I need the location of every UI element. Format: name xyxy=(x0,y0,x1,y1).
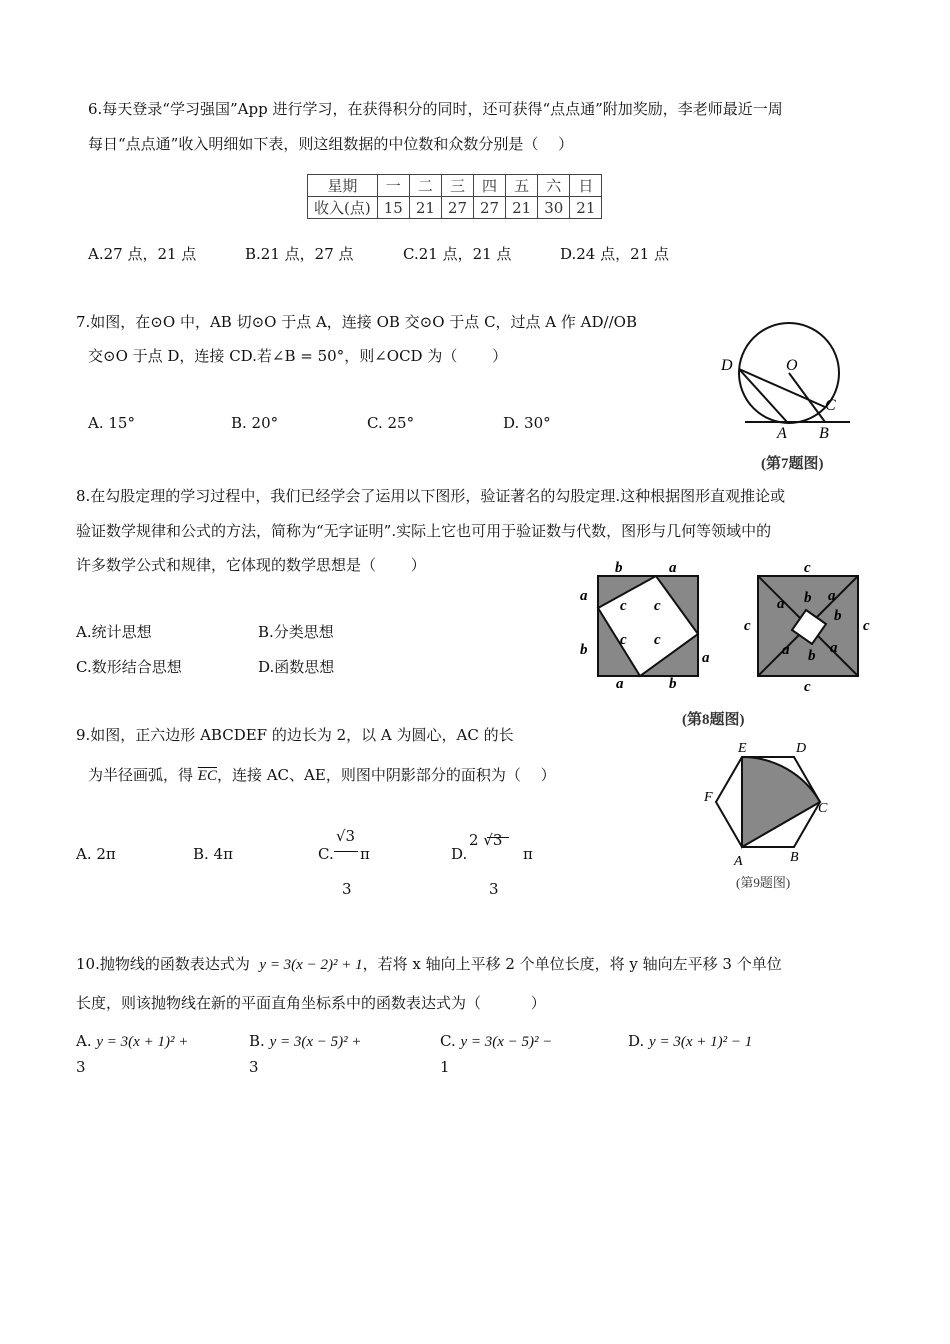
table-header-income: 收入(点) xyxy=(308,197,378,219)
q9-figure xyxy=(700,737,840,893)
q9-line-1: 9.如图，正六边形 ABCDEF 的边长为 2，以 A 为圆心，AC 的长 xyxy=(76,726,514,744)
option-c-denominator: 3 xyxy=(342,880,352,898)
q7-option-c[interactable]: C. 25° xyxy=(367,414,415,432)
q10-option-d[interactable] xyxy=(628,1032,752,1051)
q10-line-1-post: ，若将 x 轴向上平移 2 个单位长度，将 y 轴向左平移 3 个单位 xyxy=(362,955,782,973)
q8-line-1: 8.在勾股定理的学习过程中，我们已经学会了运用以下图形，验证著名的勾股定理.这种根据图形直观推论或 xyxy=(76,487,786,505)
label-C: C xyxy=(818,801,828,816)
table-cell: 27 xyxy=(474,197,506,219)
table-cell: 二 xyxy=(409,175,441,197)
q9-line-2-post: ，连接 AC、AE，则图中阴影部分的面积为（ ） xyxy=(216,766,556,784)
label-a: a xyxy=(777,596,785,612)
q6-option-c[interactable]: C.21 点，21 点 xyxy=(403,245,512,263)
label-b: b xyxy=(834,608,842,624)
option-label: D. xyxy=(628,1032,645,1050)
option-label: A. xyxy=(76,1032,92,1050)
option-c-prefix: C. xyxy=(318,845,334,863)
q10-option-c[interactable] xyxy=(440,1032,552,1051)
q8-option-b[interactable]: B.分类思想 xyxy=(258,623,334,641)
label-b: b xyxy=(804,590,812,606)
q7-option-d[interactable]: D. 30° xyxy=(503,414,551,432)
q7-line-1: 7.如图，在⊙O 中，AB 切⊙O 于点 A，连接 OB 交⊙O 于点 C，过点 A 作 AD//OB xyxy=(76,313,637,331)
q8-caption: (第8题图) xyxy=(682,712,745,728)
q6-line-2: 每日“点点通”收入明细如下表，则这组数据的中位数和众数分别是（ ） xyxy=(88,135,574,153)
q10-line-1-pre: 10.抛物线的函数表达式为 xyxy=(76,955,250,973)
table-row xyxy=(308,197,602,219)
label-c: c xyxy=(863,618,870,634)
q8-option-d[interactable]: D.函数思想 xyxy=(258,658,335,676)
label-a: a xyxy=(830,640,838,656)
label-c: c xyxy=(620,632,627,648)
label-B: B xyxy=(819,425,829,442)
option-d-denominator: 3 xyxy=(489,880,499,898)
fraction-bar xyxy=(334,851,358,852)
label-c: c xyxy=(804,679,811,695)
table-cell: 21 xyxy=(409,197,441,219)
q6-option-a[interactable]: A.27 点，21 点 xyxy=(88,245,197,263)
table-cell: 五 xyxy=(506,175,538,197)
label-O: O xyxy=(786,357,798,374)
label-a: a xyxy=(669,560,677,576)
label-b: b xyxy=(669,676,677,692)
table-cell: 六 xyxy=(538,175,570,197)
label-E: E xyxy=(738,741,747,756)
table-cell: 15 xyxy=(377,197,409,219)
q9-option-b[interactable]: B. 4π xyxy=(193,845,233,863)
q7-option-b[interactable]: B. 20° xyxy=(231,414,279,432)
label-c: c xyxy=(654,598,661,614)
label-c: c xyxy=(654,632,661,648)
q10-option-b-wrap: 3 xyxy=(249,1058,259,1076)
label-b: b xyxy=(580,642,588,658)
q9-caption: (第9题图) xyxy=(736,875,791,890)
option-formula: y = 3(x − 5)² − xyxy=(460,1034,553,1050)
q8-option-c[interactable]: C.数形结合思想 xyxy=(76,658,182,676)
label-c: c xyxy=(804,560,811,576)
label-c: c xyxy=(744,618,751,634)
label-C: C xyxy=(825,397,836,414)
label-a: a xyxy=(616,676,624,692)
option-d-suffix: π xyxy=(523,845,533,863)
q7-option-a[interactable]: A. 15° xyxy=(88,414,135,432)
label-D: D xyxy=(721,357,733,374)
table-cell: 日 xyxy=(570,175,602,197)
label-c: c xyxy=(620,598,627,614)
label-a: a xyxy=(702,650,710,666)
table-cell: 四 xyxy=(474,175,506,197)
q10-option-c-wrap: 1 xyxy=(440,1058,450,1076)
q8-figure xyxy=(572,558,882,734)
table-cell: 21 xyxy=(570,197,602,219)
arc-ec-label: $\overline{EC}$ xyxy=(197,768,217,784)
label-a: a xyxy=(828,588,836,604)
q10-option-b[interactable] xyxy=(249,1032,362,1051)
table-cell: 27 xyxy=(441,197,473,219)
income-table xyxy=(307,174,602,219)
q9-line-2 xyxy=(88,764,556,785)
q9-option-a[interactable]: A. 2π xyxy=(76,845,116,863)
q8-line-3: 许多数学公式和规律，它体现的数学思想是（ ） xyxy=(76,556,426,574)
option-d-prefix: D. xyxy=(451,845,468,863)
label-A: A xyxy=(777,425,787,442)
q7-figure xyxy=(715,315,850,480)
q10-formula: y = 3(x − 2)² + 1 xyxy=(259,957,363,973)
q7-caption: (第7题图) xyxy=(761,456,824,472)
table-cell: 21 xyxy=(506,197,538,219)
table-header-day: 星期 xyxy=(308,175,378,197)
q6-line-1: 6.每天登录“学习强国”App 进行学习，在获得积分的同时，还可获得“点点通”附加奖励，李老师最近一周 xyxy=(88,100,783,118)
label-F: F xyxy=(704,790,713,805)
table-cell: 三 xyxy=(441,175,473,197)
option-c-suffix: π xyxy=(360,845,370,863)
label-b: b xyxy=(808,648,816,664)
option-label: B. xyxy=(249,1032,265,1050)
q10-line-1 xyxy=(76,953,782,974)
label-a: a xyxy=(782,642,790,658)
option-d-numerator: 2 √3 xyxy=(469,831,503,849)
label-B: B xyxy=(790,850,799,865)
q6-option-d[interactable]: D.24 点，21 点 xyxy=(560,245,669,263)
option-formula: y = 3(x + 1)² + xyxy=(96,1034,189,1050)
label-b: b xyxy=(615,560,623,576)
q9-option-c[interactable] xyxy=(318,825,388,905)
table-cell: 30 xyxy=(538,197,570,219)
label-A: A xyxy=(734,854,743,869)
option-formula: y = 3(x + 1)² − 1 xyxy=(649,1034,753,1050)
option-label: C. xyxy=(440,1032,456,1050)
label-D: D xyxy=(796,741,807,756)
q10-option-a-wrap: 3 xyxy=(76,1058,86,1076)
q8-option-a[interactable]: A.统计思想 xyxy=(76,623,152,641)
q10-line-2: 长度，则该抛物线在新的平面直角坐标系中的函数表达式为（ ） xyxy=(76,994,546,1012)
option-c-numerator: √3 xyxy=(336,827,356,845)
table-row xyxy=(308,175,602,197)
q9-line-2-pre: 为半径画弧，得 xyxy=(88,766,198,784)
option-formula: y = 3(x − 5)² + xyxy=(269,1034,362,1050)
q8-line-2: 验证数学规律和公式的方法，简称为“无字证明”.实际上它也可用于验证数与代数，图形与几何等领域中的 xyxy=(76,522,772,540)
q10-option-a[interactable] xyxy=(76,1032,188,1051)
q7-line-2: 交⊙O 于点 D，连接 CD.若∠B = 50°，则∠OCD 为（ ） xyxy=(88,347,508,365)
q9-option-d[interactable] xyxy=(451,825,551,905)
radical-bar xyxy=(487,837,509,838)
q6-option-b[interactable]: B.21 点，27 点 xyxy=(245,245,354,263)
table-cell: 一 xyxy=(377,175,409,197)
label-a: a xyxy=(580,588,588,604)
